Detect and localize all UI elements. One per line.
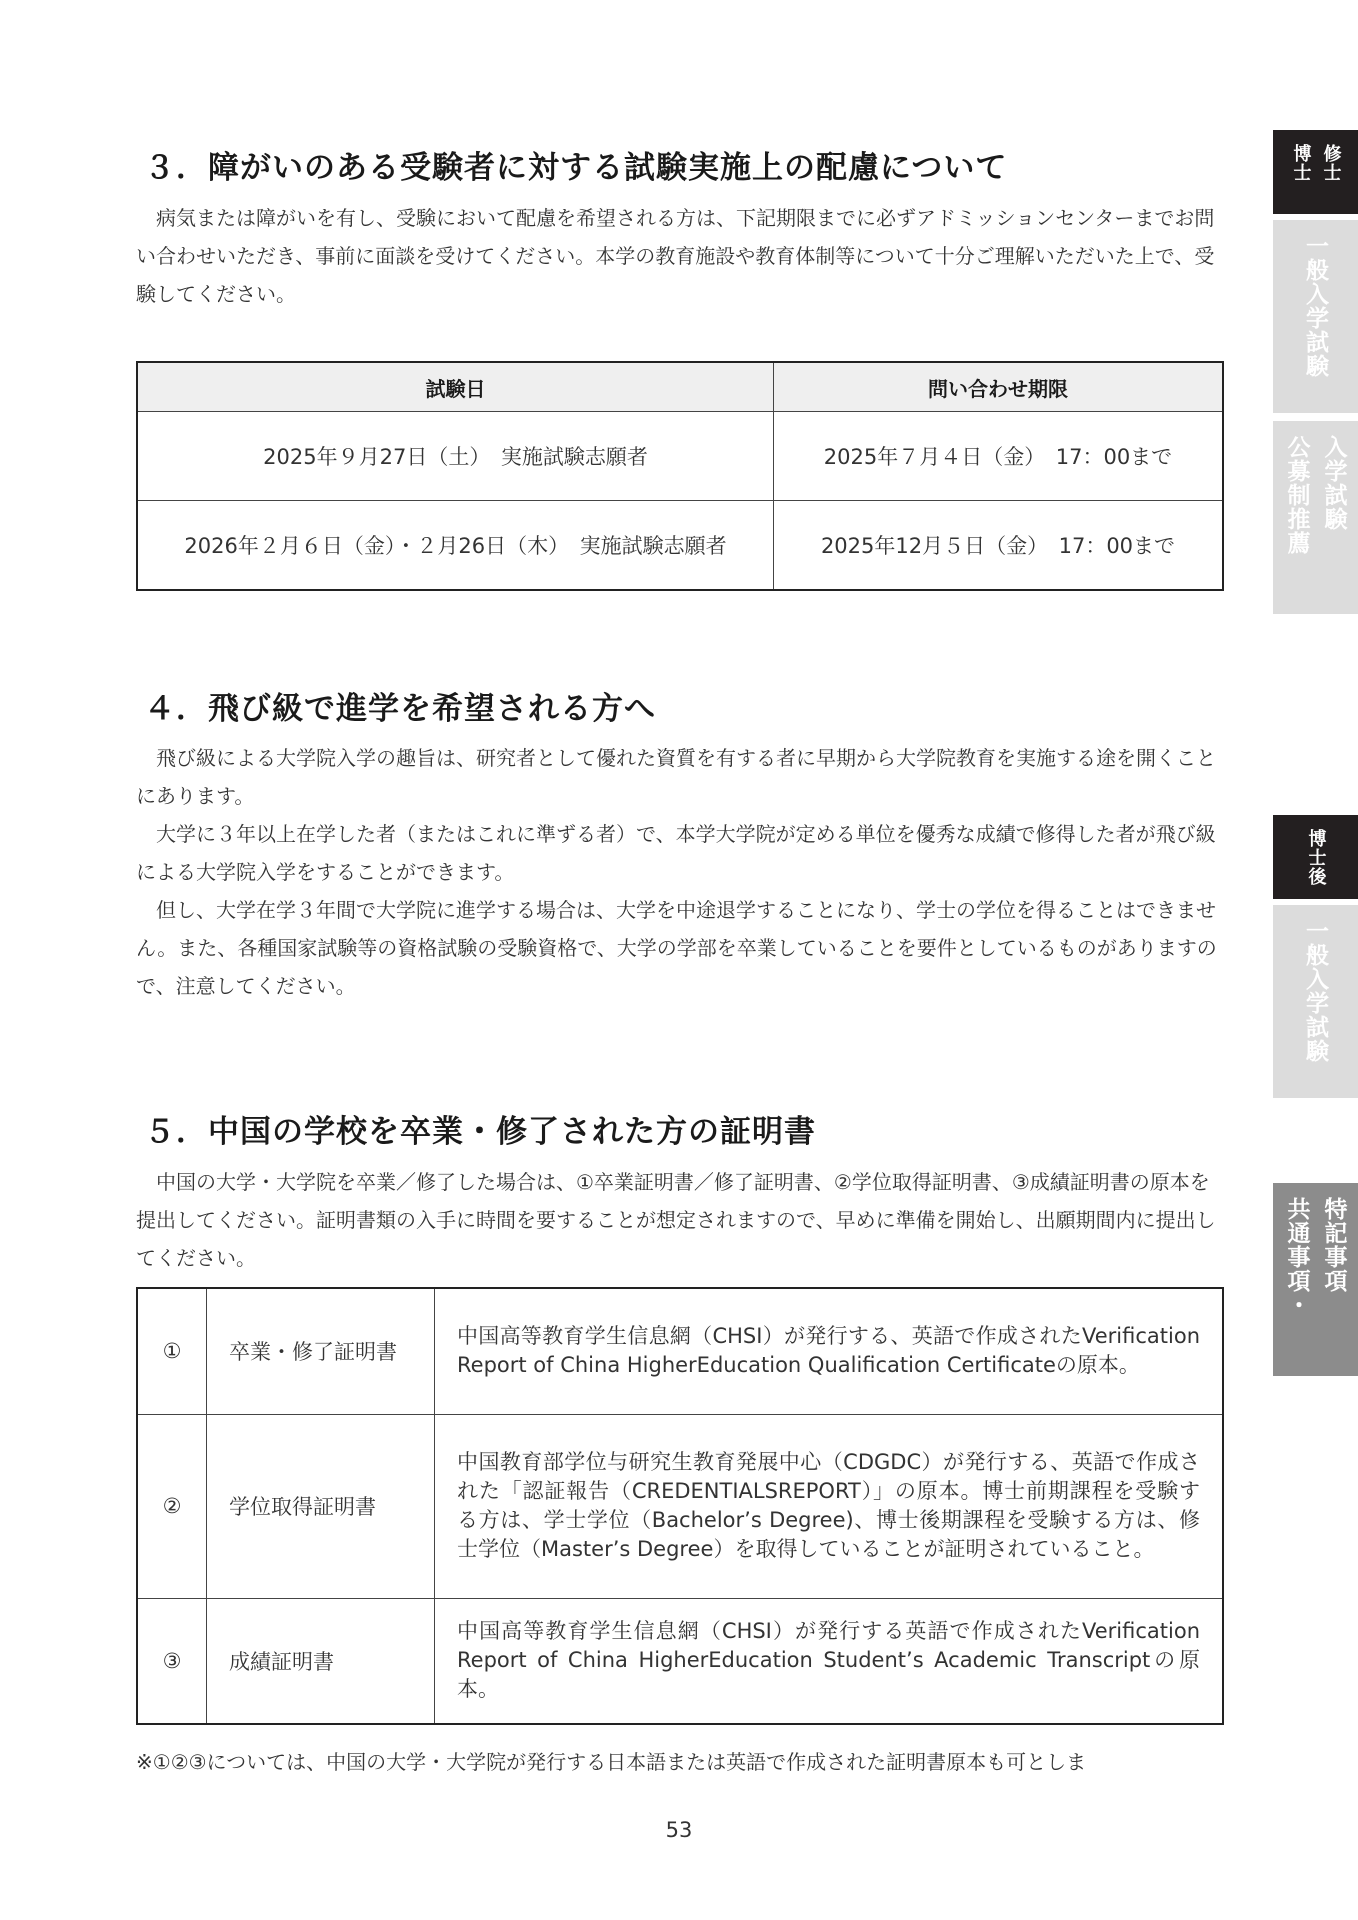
- page-number: 53: [665, 1818, 693, 1842]
- row-number: ②: [137, 1414, 207, 1598]
- section4-heading: ４．飛び級で進学を希望される方へ: [144, 691, 656, 727]
- table-row: [137, 1598, 1223, 1724]
- section5-heading: ５．中国の学校を卒業・修了された方の証明書: [144, 1114, 816, 1150]
- section4-paragraph: 飛び級による大学院入学の趣旨は、研究者として優れた資質を有する者に早期から大学院教育を実施する途を開くことにあります。: [136, 746, 1216, 808]
- side-tab-recommendation-exam[interactable]: [1273, 418, 1358, 614]
- section3-heading: ３．障がいのある受験者に対する試験実施上の配慮について: [144, 150, 1008, 186]
- side-tab-general-exam-2[interactable]: [1273, 902, 1358, 1098]
- certificate-description: 中国高等教育学生信息網（CHSI）が発行する、英語で作成されたVerification Report of China HigherEducation Qualification Certificateの原本。: [435, 1288, 1224, 1414]
- section4-paragraph: 大学に３年以上在学した者（またはこれに準ずる者）で、本学大学院が定める単位を優秀な成績で修得した者が飛び級による大学院入学をすることができます。: [136, 822, 1216, 884]
- side-tab-label: 一般入学試験: [1302, 234, 1328, 378]
- deadline-cell: 2025年12月５日（金） 17：00まで: [774, 501, 1224, 591]
- side-tab-general-exam[interactable]: [1273, 217, 1358, 413]
- certificate-description: 中国高等教育学生信息網（CHSI）が発行する英語で作成されたVerification Report of China HigherEducation Student’s Academic Transcriptの原本。: [435, 1598, 1224, 1724]
- consultation-deadline-table: [136, 361, 1224, 591]
- side-tab-label: 博士: [1290, 144, 1312, 182]
- certificate-description: 中国教育部学位与研究生教育発展中心（CDGDC）が発行する、英語で作成された「認証報告（CREDENTIALSREPORT）」の原本。博士前期課程を受験する方は、学士学位（Bachelor’s Degree)、博士後期課程を受験する方は、修士学位（Master’s Degree）を取得していることが証明されていること。: [435, 1414, 1224, 1598]
- footnote: ※①②③については、中国の大学・大学院が発行する日本語または英語で作成された証明書原本も可としま: [136, 1750, 1087, 1774]
- section5-paragraph: 中国の大学・大学院を卒業／修了した場合は、①卒業証明書／修了証明書、②学位取得証明書、③成績証明書の原本を提出してください。証明書類の入手に時間を要することが想定されますので、早めに準備を開始し、出願期間内に提出してください。: [136, 1170, 1216, 1270]
- table-row: [137, 412, 1223, 501]
- table-row: [137, 1288, 1223, 1414]
- deadline-cell: 2025年７月４日（金） 17：00まで: [774, 412, 1224, 501]
- side-tab-label: 博士後: [1305, 829, 1327, 886]
- header-deadline: 問い合わせ期限: [774, 362, 1224, 412]
- section3-body: [136, 199, 1224, 313]
- side-tab-label: 公募制推薦: [1283, 435, 1310, 555]
- row-number: ①: [137, 1288, 207, 1414]
- section3-paragraph: 病気または障がいを有し、受験において配慮を希望される方は、下記期限までに必ずアドミッションセンターまでお問い合わせいただき、事前に面談を受けてください。本学の教育施設や教育体制等について十分ご理解いただいた上で、受験してください。: [136, 206, 1215, 306]
- exam-date-cell: 2026年２月６日（金）・２月26日（木） 実施試験志願者: [137, 501, 774, 591]
- certificate-name: 学位取得証明書: [207, 1414, 435, 1598]
- table-header-row: [137, 362, 1223, 412]
- section5-body: [136, 1163, 1224, 1277]
- row-number: ③: [137, 1598, 207, 1724]
- certificate-name: 卒業・修了証明書: [207, 1288, 435, 1414]
- exam-date-cell: 2025年９月27日（土） 実施試験志願者: [137, 412, 774, 501]
- table-row: [137, 501, 1223, 591]
- header-exam-date: 試験日: [137, 362, 774, 412]
- certificate-name: 成績証明書: [207, 1598, 435, 1724]
- side-tab-common-items[interactable]: [1273, 1183, 1358, 1376]
- side-tab-label: 特記事項: [1320, 1197, 1347, 1293]
- side-tab-label: 共通事項・: [1283, 1197, 1310, 1317]
- section4-body: [136, 739, 1224, 1005]
- side-tab-master-doctor[interactable]: [1273, 130, 1358, 214]
- side-tab-doctor-later[interactable]: [1273, 815, 1358, 899]
- table-row: [137, 1414, 1223, 1598]
- side-tab-label: 修士: [1320, 144, 1342, 182]
- side-tab-label: 一般入学試験: [1302, 919, 1328, 1063]
- certificate-table: [136, 1287, 1224, 1725]
- side-tab-label: 入学試験: [1320, 435, 1347, 531]
- section4-paragraph: 但し、大学在学３年間で大学院に進学する場合は、大学を中途退学することになり、学士の学位を得ることはできません。また、各種国家試験等の資格試験の受験資格で、大学の学部を卒業していることを要件としているものがありますので、注意してください。: [136, 898, 1217, 998]
